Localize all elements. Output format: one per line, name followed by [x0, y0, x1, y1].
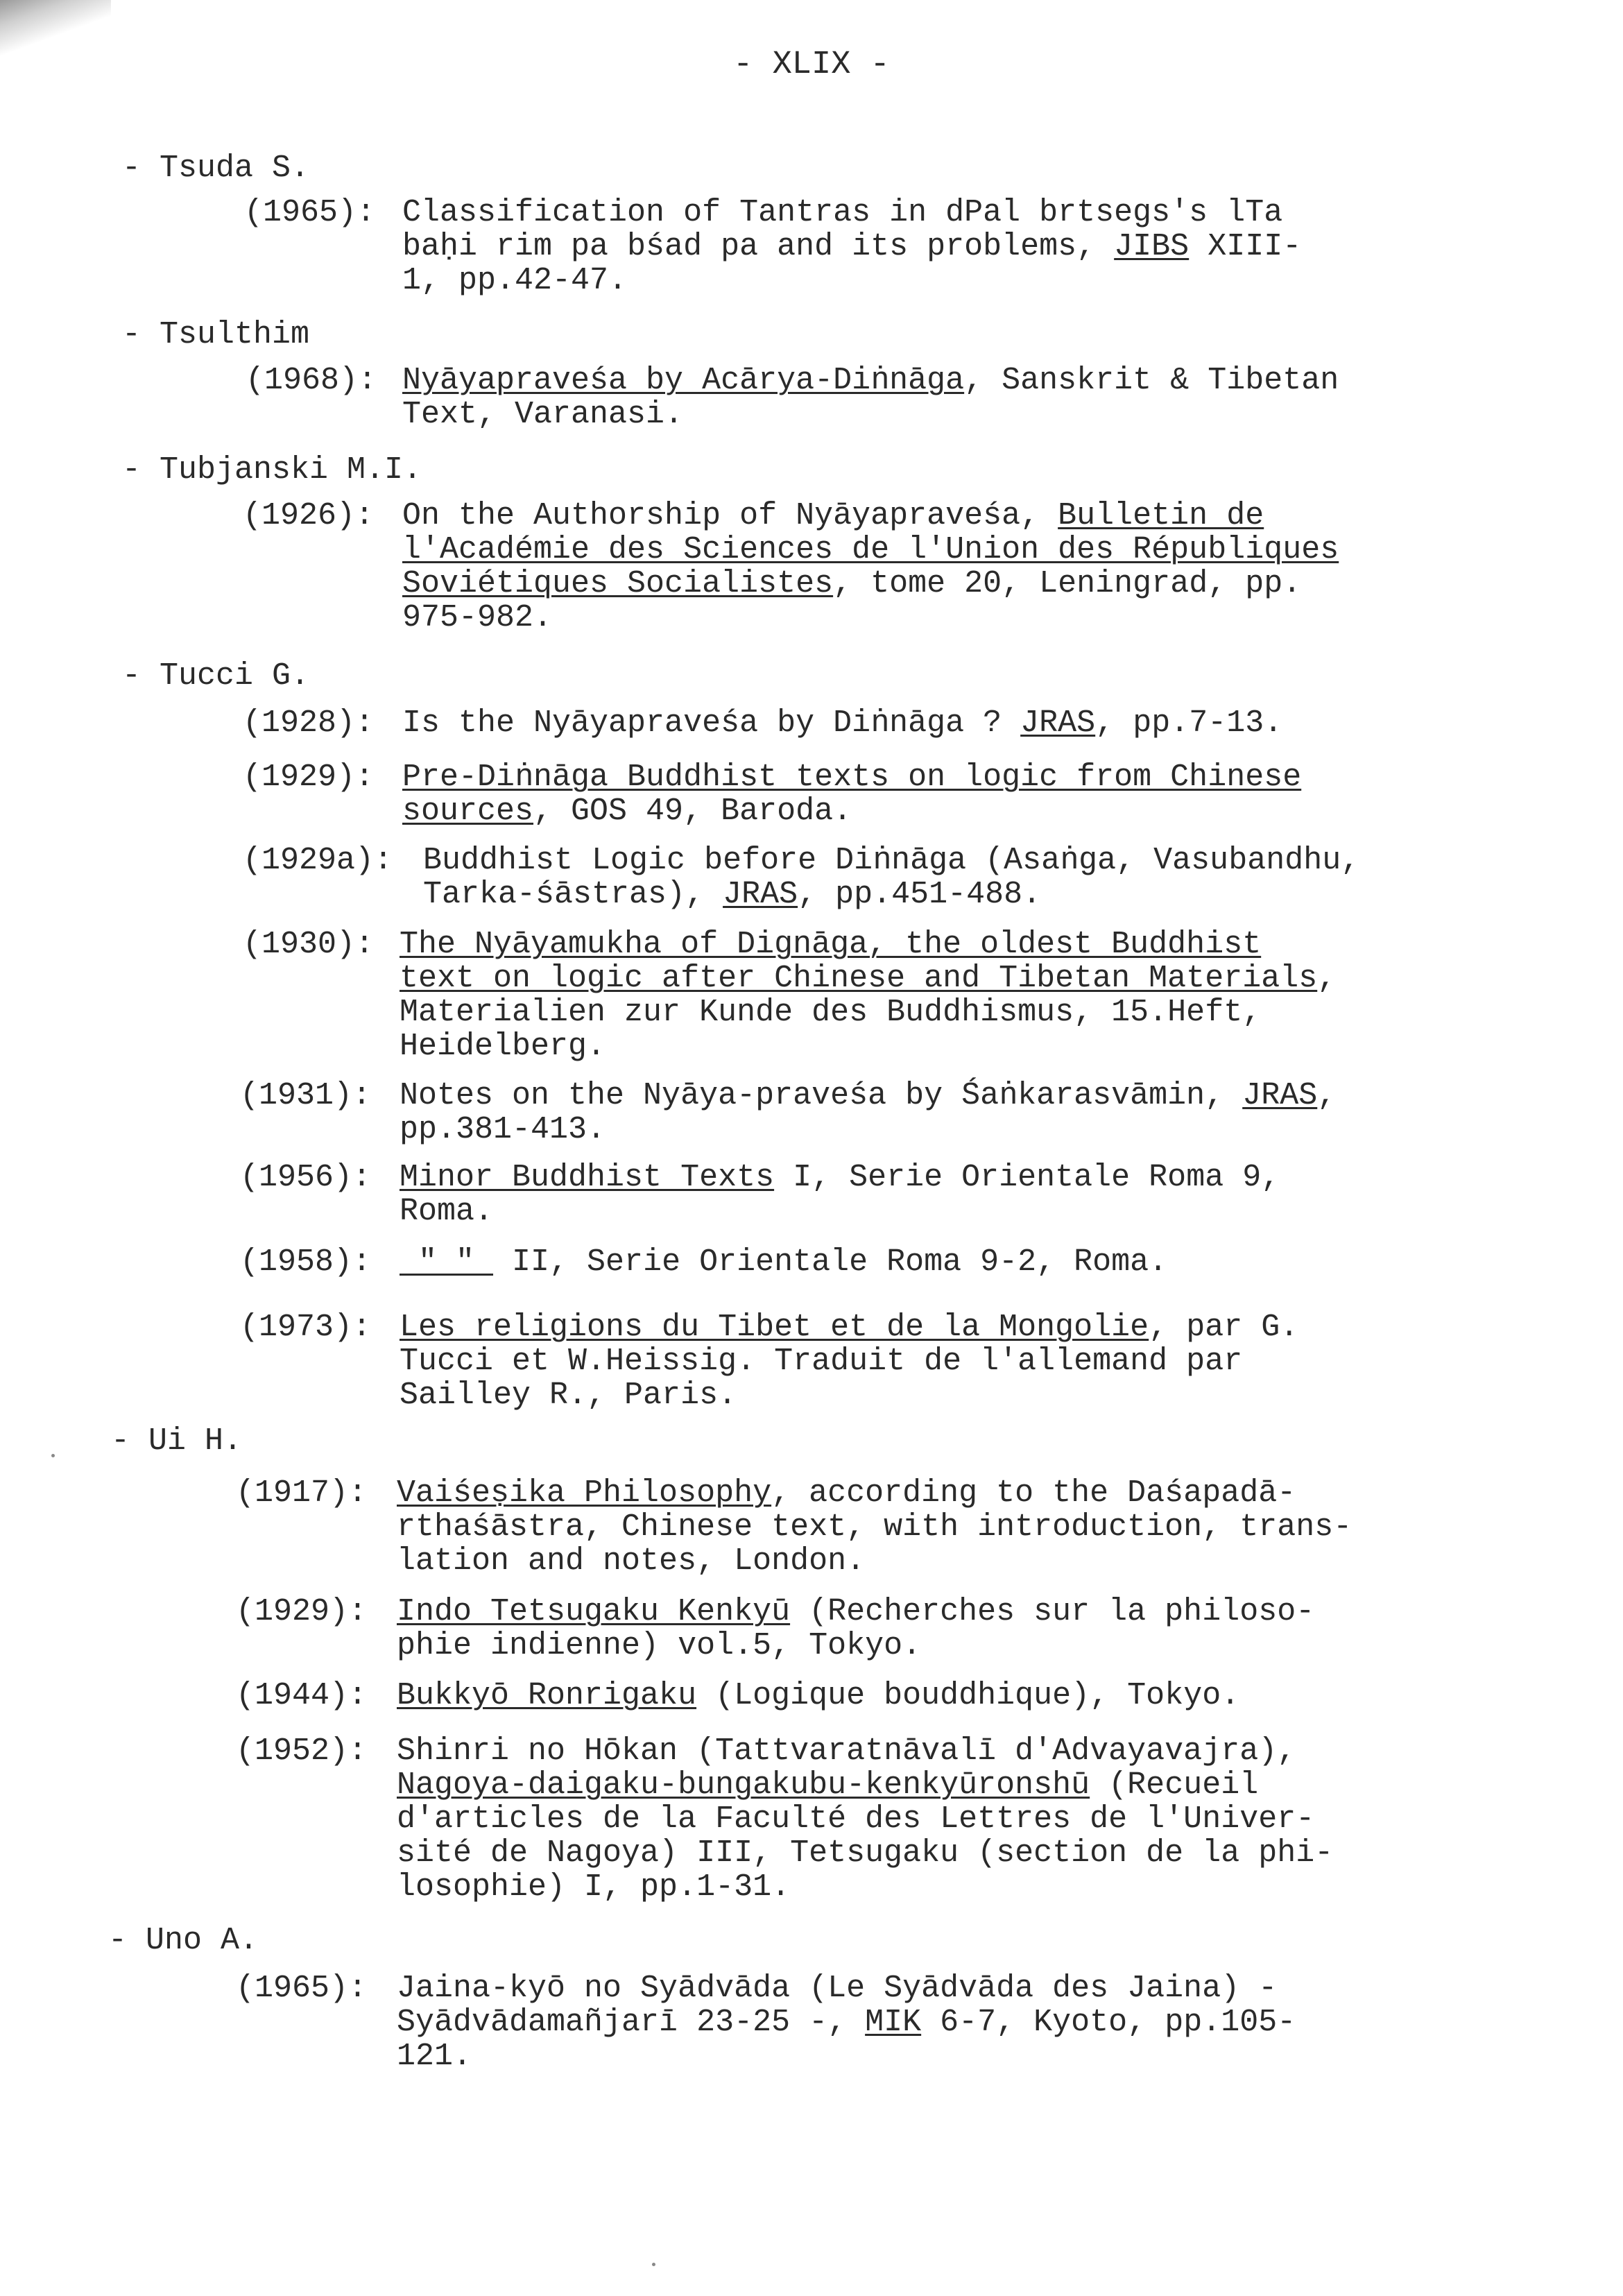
- citation-text: ,: [1317, 1078, 1337, 1113]
- entry-year: (1944):: [236, 1678, 368, 1713]
- citation-line: [397, 1802, 1333, 1836]
- citation-text: ,: [1317, 961, 1337, 996]
- citation-line: [402, 264, 1301, 298]
- citation-text: 6-7, Kyoto, pp.105-: [921, 2005, 1296, 2040]
- citation-text: 121.: [397, 2039, 472, 2074]
- scan-speck: [51, 1454, 55, 1457]
- entry-citation: [397, 1595, 1314, 1663]
- citation-text: rthaśāstra, Chinese text, with introduction, trans-: [397, 1509, 1352, 1545]
- entry-citation: [402, 760, 1301, 828]
- citation-text: On the Authorship of Nyāyapraveśa,: [402, 498, 1058, 533]
- entry-citation: [400, 1079, 1336, 1147]
- underlined-title: Les religions du Tibet et de la Mongolie: [400, 1310, 1149, 1345]
- entry-citation: [400, 1310, 1298, 1412]
- citation-line: [400, 1079, 1336, 1113]
- citation-text: 1, pp.42-47.: [402, 263, 628, 298]
- citation-text: Sailley R., Paris.: [400, 1378, 737, 1413]
- citation-text: phie indienne) vol.5, Tokyo.: [397, 1628, 922, 1663]
- citation-line: [397, 2039, 1296, 2073]
- citation-line: [397, 1870, 1333, 1904]
- entry-year: (1928):: [243, 705, 375, 741]
- page-number: - XLIX -: [733, 46, 890, 83]
- citation-line: [397, 1768, 1333, 1802]
- citation-text: , tome 20, Leningrad, pp.: [833, 566, 1302, 601]
- citation-line: [402, 499, 1339, 533]
- citation-text: , GOS 49, Baroda.: [533, 794, 852, 829]
- author-heading: - Uno A.: [108, 1923, 259, 1958]
- citation-line: [402, 230, 1301, 264]
- entry-citation: [423, 843, 1359, 911]
- citation-text: I, Serie Orientale Roma 9,: [774, 1160, 1280, 1195]
- citation-text: Materialien zur Kunde des Buddhismus, 15.Heft,: [400, 995, 1262, 1030]
- entry-citation: [402, 363, 1339, 431]
- citation-line: [397, 1595, 1314, 1629]
- citation-text: Notes on the Nyāya-praveśa by Śaṅkarasvāmin,: [400, 1078, 1243, 1113]
- citation-text: (Logique bouddhique), Tokyo.: [696, 1678, 1240, 1713]
- underlined-title: l'Académie des Sciences de l'Union des Républiques: [402, 532, 1339, 567]
- citation-text: Buddhist Logic before Diṅnāga (Asaṅga, Vasubandhu,: [423, 843, 1360, 878]
- entry-year: (1958):: [240, 1244, 372, 1280]
- underlined-title: MIK: [865, 2005, 922, 2040]
- underlined-title: Bulletin de: [1058, 498, 1264, 533]
- underlined-title: Vaiśeṣika Philosophy: [397, 1475, 772, 1511]
- citation-line: [400, 961, 1336, 995]
- citation-line: [397, 1734, 1333, 1768]
- underlined-title: sources: [402, 794, 534, 829]
- citation-line: [402, 196, 1301, 230]
- citation-text: XIII-: [1189, 229, 1302, 264]
- citation-line: [402, 706, 1282, 740]
- entry-citation: [402, 499, 1339, 635]
- citation-text: Syādvādamañjarī 23-25 -,: [397, 2005, 866, 2040]
- author-heading: - Tubjanski M.I.: [122, 452, 422, 488]
- citation-line: [397, 1836, 1333, 1870]
- citation-text: II, Serie Orientale Roma 9-2, Roma.: [493, 1244, 1168, 1280]
- citation-text: d'articles de la Faculté des Lettres de l'Univer-: [397, 1801, 1315, 1837]
- scan-speck: [652, 2263, 655, 2266]
- entry-year: (1929):: [236, 1594, 368, 1629]
- entry-year: (1931):: [240, 1078, 372, 1113]
- author-heading: - Tucci G.: [122, 658, 310, 694]
- underlined-title: Minor Buddhist Texts: [400, 1160, 775, 1195]
- entry-citation: [402, 196, 1301, 298]
- citation-text: Classification of Tantras in dPal brtsegs's lTa: [402, 195, 1283, 230]
- citation-text: , par G.: [1149, 1310, 1299, 1345]
- entry-year: (1926):: [243, 498, 375, 533]
- citation-line: [400, 1245, 1167, 1279]
- citation-text: , Sanskrit & Tibetan: [964, 363, 1339, 398]
- underlined-title: Pre-Diṅnāga Buddhist texts on logic from Chinese: [402, 760, 1302, 795]
- citation-text: sité de Nagoya) III, Tetsugaku (section de la phi-: [397, 1835, 1334, 1871]
- citation-text: , pp.7-13.: [1095, 705, 1283, 741]
- citation-text: Text, Varanasi.: [402, 397, 684, 432]
- citation-line: [402, 794, 1301, 828]
- underlined-title: JRAS: [723, 877, 798, 912]
- underlined-title: JIBS: [1114, 229, 1190, 264]
- entry-citation: [397, 1679, 1239, 1713]
- underlined-title: JRAS: [1020, 705, 1096, 741]
- entry-citation: [400, 1245, 1167, 1279]
- citation-text: (Recueil: [1090, 1767, 1259, 1803]
- entry-year: (1965):: [244, 195, 376, 230]
- citation-line: [397, 1510, 1352, 1544]
- underlined-title: JRAS: [1242, 1078, 1318, 1113]
- citation-line: [400, 1310, 1298, 1344]
- citation-text: Jaina-kyō no Syādvāda (Le Syādvāda des Jaina) -: [397, 1971, 1278, 2006]
- entry-year: (1929a):: [243, 843, 393, 878]
- author-heading: - Tsuda S.: [122, 151, 310, 186]
- citation-text: Tarka-śāstras),: [423, 877, 723, 912]
- entry-year: (1965):: [236, 1971, 368, 2006]
- citation-line: [400, 995, 1336, 1029]
- entry-year: (1973):: [240, 1310, 372, 1345]
- citation-line: [402, 363, 1339, 397]
- entry-citation: [400, 927, 1336, 1063]
- underlined-title: " ": [400, 1244, 494, 1280]
- entry-year: (1929):: [243, 760, 375, 795]
- entry-citation: [397, 1734, 1333, 1904]
- citation-line: [397, 1629, 1314, 1663]
- citation-line: [400, 1378, 1298, 1412]
- entry-year: (1917):: [236, 1475, 368, 1511]
- citation-text: 975-982.: [402, 600, 553, 635]
- underlined-title: text on logic after Chinese and Tibetan Materials: [400, 961, 1318, 996]
- citation-text: , according to the Daśapadā-: [771, 1475, 1296, 1511]
- entry-citation: [397, 1476, 1352, 1578]
- citation-line: [423, 877, 1359, 911]
- citation-text: Shinri no Hōkan (Tattvaratnāvalī d'Advayavajra),: [397, 1733, 1296, 1769]
- citation-text: losophie) I, pp.1-31.: [397, 1869, 791, 1905]
- citation-line: [400, 927, 1336, 961]
- citation-text: , pp.451-488.: [798, 877, 1042, 912]
- entry-citation: [402, 706, 1282, 740]
- citation-line: [402, 601, 1339, 635]
- author-heading: - Ui H.: [111, 1423, 243, 1459]
- citation-line: [397, 1476, 1352, 1510]
- citation-line: [397, 2005, 1296, 2039]
- entry-year: (1930):: [243, 927, 375, 962]
- underlined-title: Indo Tetsugaku Kenkyū: [397, 1594, 791, 1629]
- citation-line: [397, 1971, 1296, 2005]
- entry-citation: [397, 1971, 1296, 2073]
- citation-line: [402, 760, 1301, 794]
- entry-year: (1968):: [246, 363, 377, 398]
- citation-text: Tucci et W.Heissig. Traduit de l'allemand par: [400, 1344, 1243, 1379]
- citation-line: [397, 1679, 1239, 1713]
- citation-line: [400, 1160, 1280, 1194]
- citation-text: Is the Nyāyapraveśa by Diṅnāga ?: [402, 705, 1021, 741]
- citation-text: lation and notes, London.: [397, 1543, 866, 1579]
- citation-text: Heidelberg.: [400, 1029, 606, 1064]
- entry-year: (1956):: [240, 1160, 372, 1195]
- citation-line: [423, 843, 1359, 877]
- citation-line: [402, 397, 1339, 431]
- entry-citation: [400, 1160, 1280, 1228]
- citation-line: [402, 567, 1339, 601]
- citation-line: [400, 1029, 1336, 1063]
- citation-text: (Recherches sur la philoso-: [790, 1594, 1315, 1629]
- citation-line: [402, 533, 1339, 567]
- citation-text: pp.381-413.: [400, 1112, 606, 1147]
- citation-line: [400, 1113, 1336, 1147]
- author-heading: - Tsulthim: [122, 317, 310, 352]
- citation-line: [400, 1194, 1280, 1228]
- citation-line: [400, 1344, 1298, 1378]
- entry-year: (1952):: [236, 1733, 368, 1769]
- citation-text: baḥi rim pa bśad pa and its problems,: [402, 229, 1115, 264]
- underlined-title: Nyāyapraveśa by Acārya-Diṅnāga: [402, 363, 965, 398]
- underlined-title: Nagoya-daigaku-bungakubu-kenkyūronshū: [397, 1767, 1090, 1803]
- underlined-title: Bukkyō Ronrigaku: [397, 1678, 697, 1713]
- citation-text: Roma.: [400, 1194, 494, 1229]
- underlined-title: The Nyāyamukha of Dignāga, the oldest Buddhist: [400, 927, 1262, 962]
- underlined-title: Soviétiques Socialistes: [402, 566, 834, 601]
- citation-line: [397, 1544, 1352, 1578]
